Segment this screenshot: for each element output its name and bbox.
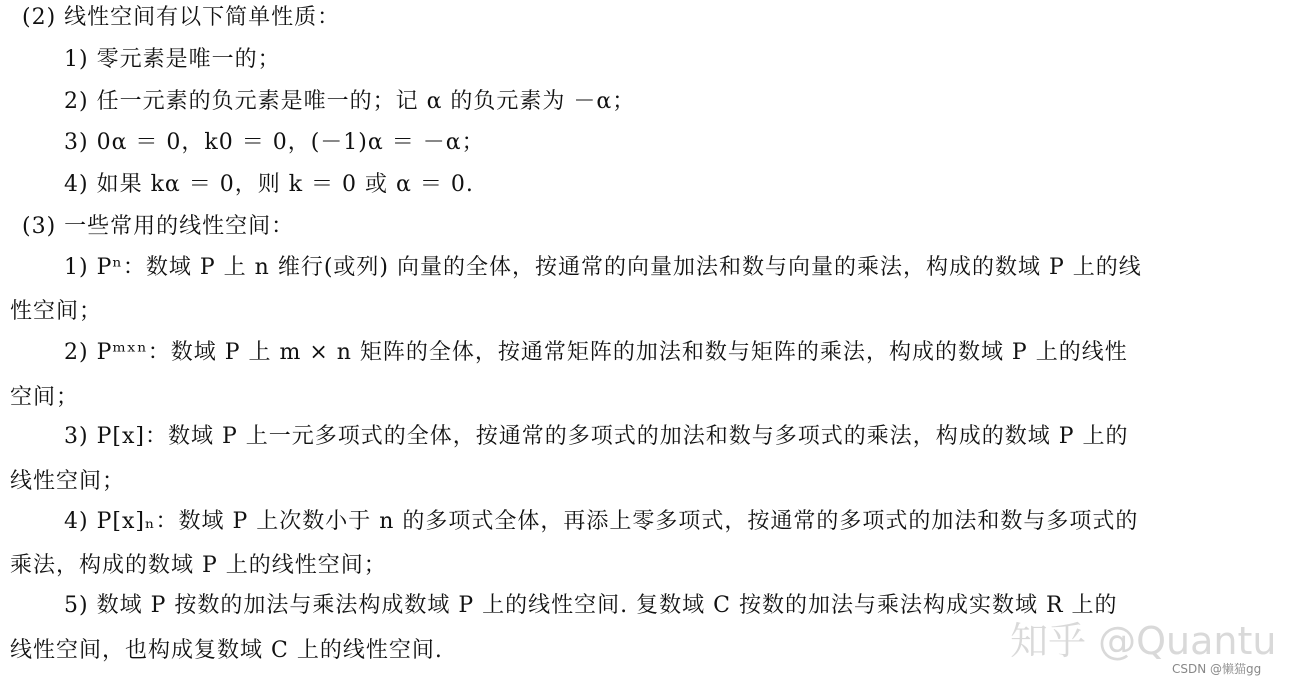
text-line-14: 乘法，构成的数域 P 上的线性空间； xyxy=(10,553,387,578)
text-line-4: 3) 0α ＝ 0，k0 ＝ 0，(－1)α ＝ －α； xyxy=(64,130,485,155)
text-line-3: 2) 任一元素的负元素是唯一的；记 α 的负元素为 －α； xyxy=(64,89,636,114)
text-line-6: (3) 一些常用的线性空间： xyxy=(22,214,295,239)
text-line-10: 空间； xyxy=(10,385,80,410)
text-line-2: 1) 零元素是唯一的； xyxy=(64,47,281,72)
text-line-12: 线性空间； xyxy=(10,469,126,494)
text-line-11: 3) P[x]：数域 P 上一元多项式的全体，按通常的多项式的加法和数与多项式的乘法，构成的数域 P 上的 xyxy=(64,424,1129,449)
text-line-9: 2) Pᵐˣⁿ：数域 P 上 m × n 矩阵的全体，按通常矩阵的加法和数与矩阵的乘法，构成的数域 P 上的线性 xyxy=(64,340,1128,365)
text-line-16: 线性空间，也构成复数域 C 上的线性空间. xyxy=(10,638,443,663)
text-line-13: 4) P[x]ₙ：数域 P 上次数小于 n 的多项式全体，再添上零多项式，按通常的多项式的加法和数与多项式的 xyxy=(64,509,1139,534)
text-line-15: 5) 数域 P 按数的加法与乘法构成数域 P 上的线性空间. 复数域 C 按数的加法与乘法构成实数域 R 上的 xyxy=(64,593,1118,618)
zhihu-watermark: 知乎 @Quantu xyxy=(1010,619,1277,663)
csdn-watermark: CSDN @懒猫gg xyxy=(1172,662,1262,676)
text-line-8: 性空间； xyxy=(10,299,103,324)
text-line-5: 4) 如果 kα ＝ 0，则 k ＝ 0 或 α ＝ 0. xyxy=(64,172,474,197)
text-line-7: 1) Pⁿ：数域 P 上 n 维行(或列) 向量的全体，按通常的向量加法和数与向量的乘法，构成的数域 P 上的线 xyxy=(64,255,1142,280)
text-line-1: (2) 线性空间有以下简单性质： xyxy=(22,5,341,30)
